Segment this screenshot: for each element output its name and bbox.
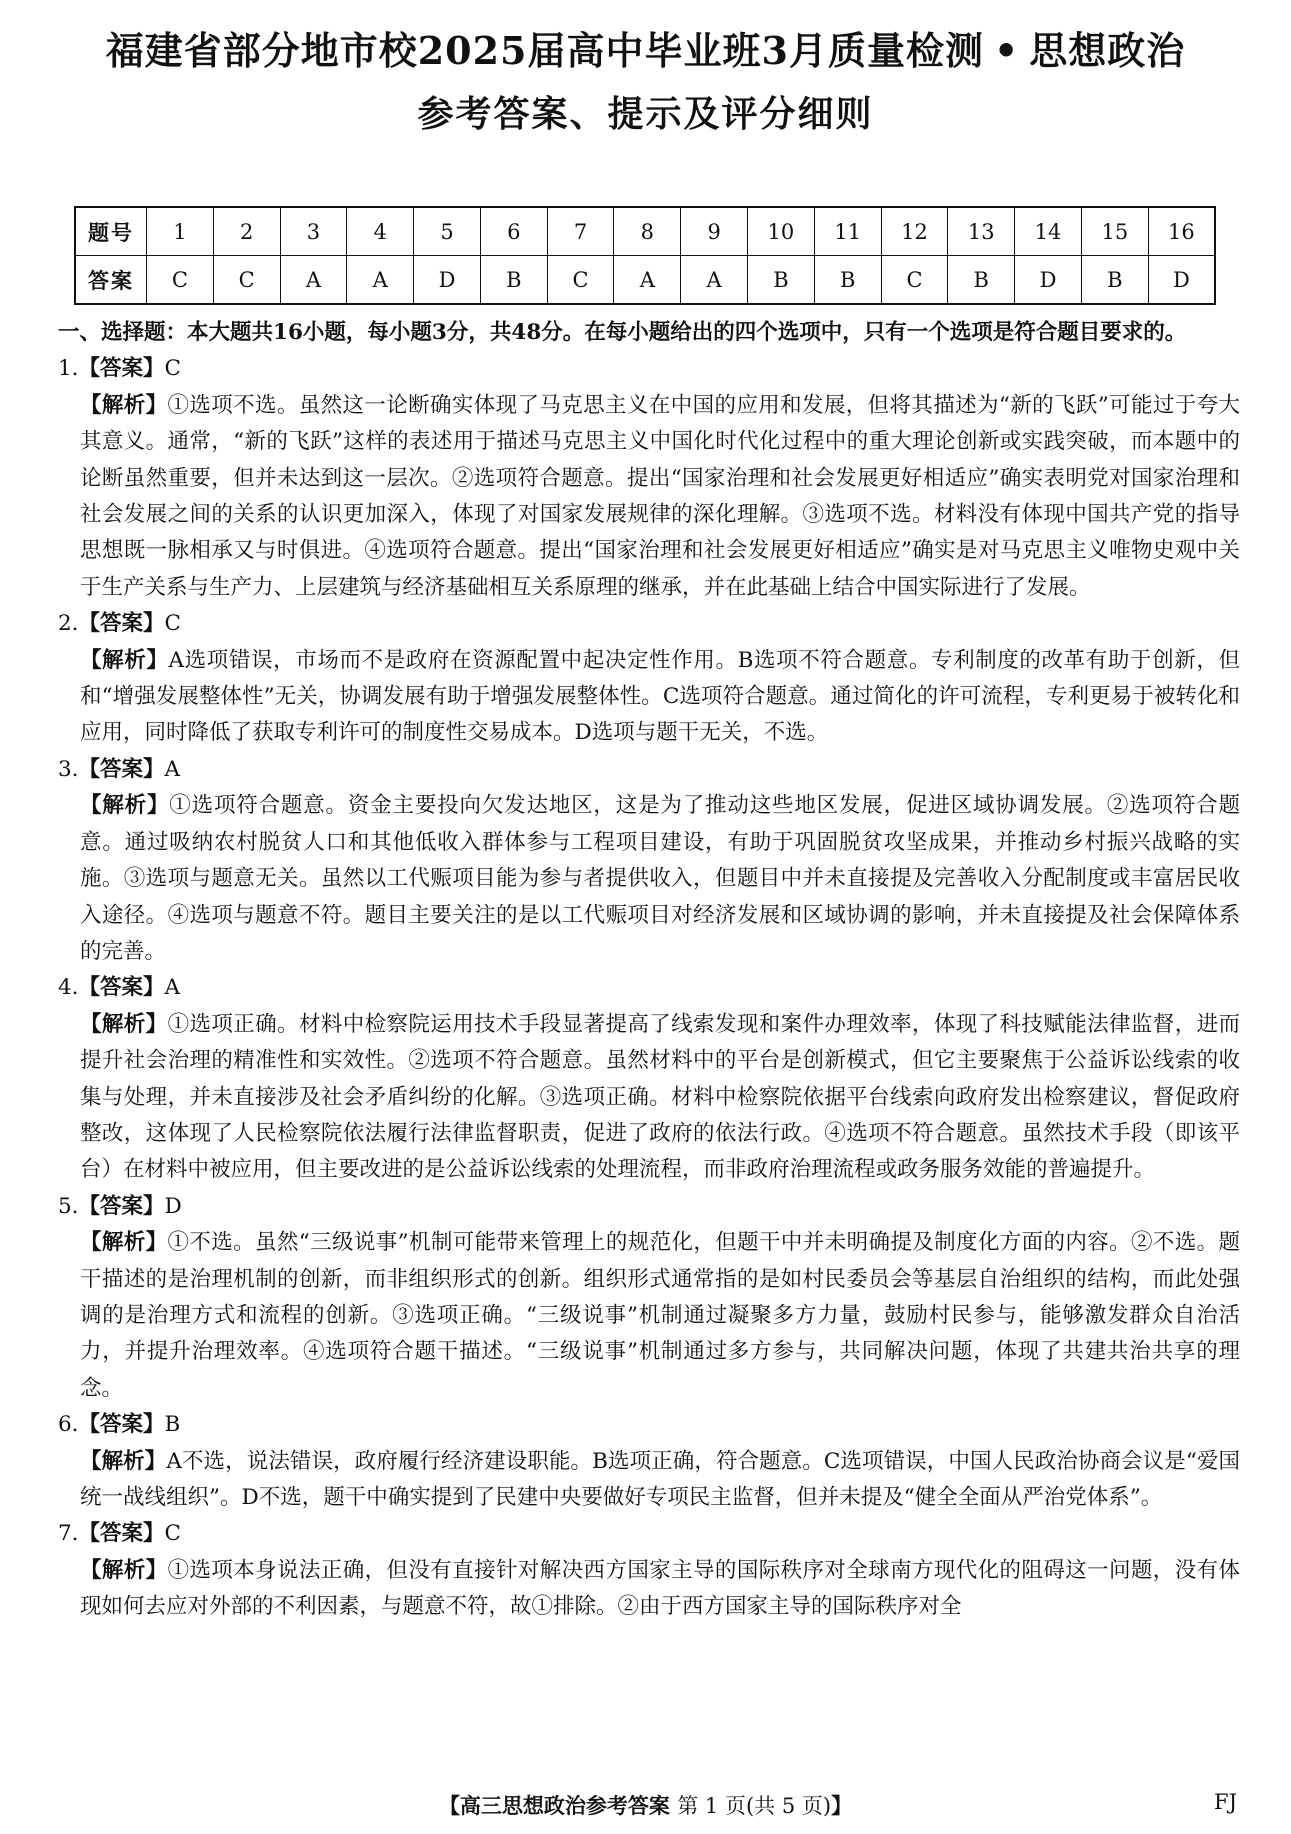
- question-number-cell: 13: [948, 207, 1015, 256]
- explanation-text: ①选项本身说法正确，但没有直接针对解决西方国家主导的国际秩序对全球南方现代化的阻碍这一问题，没有体现如何去应对外部的不利因素，与题意不符，故①排除。②由于西方国家主导的国际秩序对全: [80, 1557, 1240, 1620]
- question-number: 6.: [58, 1412, 79, 1438]
- answer-tag: 【答案】: [78, 1521, 165, 1547]
- question-number-cell: 12: [881, 207, 948, 256]
- answer-tag: 【答案】: [78, 975, 165, 1001]
- answer-cell: D: [1015, 256, 1082, 305]
- question-number-cell: 7: [547, 207, 614, 256]
- answer-value: A: [164, 975, 181, 1001]
- question-number: 3.: [58, 756, 79, 782]
- title-subject: 思想政治: [1029, 28, 1186, 73]
- answer-cell: B: [948, 256, 1015, 305]
- answer-header: 答案: [75, 256, 147, 305]
- explanation-text: A不选，说法错误，政府履行经济建设职能。B选项正确，符合题意。C选项错误，中国人民政治协商会议是“爱国统一战线组织”。D不选，题干中确实提到了民建中央要做好专项民主监督，但并未提及“健全全面从严治党体系”。: [80, 1448, 1240, 1510]
- answer-cell: C: [881, 256, 948, 305]
- answer-value: B: [164, 1412, 181, 1438]
- question-number-cell: 11: [814, 207, 881, 256]
- explanation-text: A选项错误，市场而不是政府在资源配置中起决定性作用。B选项不符合题意。专利制度的改革有助于创新，但和“增强发展整体性”无关，协调发展有助于增强发展整体性。C选项符合题意。通过简化的许可流程，专利更易于被转化和应用，同时降低了获取专利许可的制度性交易成本。D选项与题干无关，不选。: [80, 647, 1240, 746]
- title-main: 福建省部分地市校2025届高中毕业班3月质量检测: [105, 28, 984, 73]
- question-explanation: [58, 1007, 1240, 1189]
- answer-cell: A: [280, 256, 347, 305]
- question-number-header: 题号: [75, 207, 147, 256]
- answer-cell: D: [414, 256, 481, 305]
- explain-tag: 【解析】: [80, 793, 170, 819]
- explain-tag: 【解析】: [80, 1557, 168, 1583]
- region-code: FJ: [1214, 1790, 1237, 1814]
- answer-cell: B: [480, 256, 547, 305]
- question-explanation: [58, 388, 1240, 606]
- answer-value: A: [164, 756, 181, 782]
- question-number: 2.: [58, 611, 79, 637]
- answer-tag: 【答案】: [78, 756, 165, 782]
- question-number-cell: 2: [213, 207, 280, 256]
- question-answer-line: [58, 970, 1240, 1006]
- explain-tag: 【解析】: [80, 1011, 168, 1037]
- answer-cell: B: [748, 256, 815, 305]
- explain-tag: 【解析】: [80, 392, 168, 418]
- question-number-cell: 1: [147, 207, 214, 256]
- explanation-text: ①选项不选。虽然这一论断确实体现了马克思主义在中国的应用和发展，但将其描述为“新的飞跃”可能过于夸大其意义。通常，“新的飞跃”这样的表述用于描述马克思主义中国化时代化过程中的重大理论创新或实践突破，而本题中的论断虽然重要，但并未达到这一层次。②选项符合题意。提出“国家治理和社会发展更好相适应”确实表明党对国家治理和社会发展之间的关系的认识更加深入，体现了对国家发展规律的深化理解。③选项不选。材料没有体现中国共产党的指导思想既一脉相承又与时俱进。④选项符合题意。提出“国家治理和社会发展更好相适应”确实是对马克思主义唯物史观中关于生产关系与生产力、上层建筑与经济基础相互关系原理的继承，并在此基础上结合中国实际进行了发展。: [80, 392, 1240, 600]
- answer-tag: 【答案】: [78, 1193, 165, 1219]
- page-footer: [0, 1790, 1291, 1820]
- title-separator: •: [993, 28, 1020, 73]
- question-number-cell: 6: [480, 207, 547, 256]
- footer-label: 【高三思想政治参考答案: [438, 1793, 670, 1818]
- question-number-cell: 4: [347, 207, 414, 256]
- question-number-cell: 15: [1081, 207, 1148, 256]
- question-explanation: [58, 1553, 1240, 1626]
- answer-row: [75, 256, 1215, 305]
- page-number: 第 1 页(共 5 页): [677, 1794, 832, 1818]
- answer-cell: D: [1148, 256, 1215, 305]
- document-title: [0, 20, 1291, 75]
- answer-value: C: [164, 1521, 181, 1547]
- explanation-text: ①不选。虽然“三级说事”机制可能带来管理上的规范化，但题干中并未明确提及制度化方面的内容。②不选。题干描述的是治理机制的创新，而非组织形式的创新。组织形式通常指的是如村民委员会等基层自治组织的结构，而此处强调的是治理方式和流程的创新。③选项正确。“三级说事”机制通过凝聚多方力量，鼓励村民参与，能够激发群众自治活力，并提升治理效率。④选项符合题干描述。“三级说事”机制通过多方参与，共同解决问题，体现了共建共治共享的理念。: [80, 1230, 1240, 1401]
- answer-tag: 【答案】: [78, 356, 165, 382]
- explanation-text: ①选项正确。材料中检察院运用技术手段显著提高了线索发现和案件办理效率，体现了科技赋能法律监督，进而提升社会治理的精准性和实效性。②选项不符合题意。虽然材料中的平台是创新模式，但它主要聚焦于公益诉讼线索的收集与处理，并未直接涉及社会矛盾纠纷的化解。③选项正确。材料中检察院依据平台线索向政府发出检察建议，督促政府整改，这体现了人民检察院依法履行法律监督职责，促进了政府的依法行政。④选项不符合题意。虽然技术手段（即该平台）在材料中被应用，但主要改进的是公益诉讼线索的处理流程，而非政府治理流程或政务服务效能的普遍提升。: [80, 1011, 1240, 1183]
- question-number-cell: 3: [280, 207, 347, 256]
- question-explanation: [58, 1225, 1240, 1407]
- answer-cell: A: [614, 256, 681, 305]
- question-number-cell: 9: [681, 207, 748, 256]
- answer-cell: A: [347, 256, 414, 305]
- explain-tag: 【解析】: [80, 1230, 168, 1256]
- question-number-cell: 16: [1148, 207, 1215, 256]
- answer-value: D: [164, 1193, 182, 1219]
- answer-tag: 【答案】: [78, 1412, 165, 1438]
- question-number: 7.: [58, 1521, 79, 1547]
- answer-cell: C: [147, 256, 214, 305]
- section-heading: 一、选择题：本大题共16小题，每小题3分，共48分。在每小题给出的四个选项中，只有一个选项是符合题目要求的。: [58, 320, 1187, 345]
- question-explanation: [58, 1444, 1240, 1517]
- explain-tag: 【解析】: [80, 1448, 167, 1474]
- question-answer-line: [58, 606, 1240, 642]
- question-answer-line: [58, 1407, 1240, 1443]
- answer-cell: C: [213, 256, 280, 305]
- answer-tag: 【答案】: [78, 611, 165, 637]
- document-subtitle: 参考答案、提示及评分细则: [417, 93, 874, 135]
- footer-bracket: 】: [831, 1793, 853, 1818]
- answer-cell: B: [814, 256, 881, 305]
- question-answer-line: [58, 351, 1240, 387]
- answer-value: C: [164, 356, 181, 382]
- question-number-cell: 5: [414, 207, 481, 256]
- explain-tag: 【解析】: [80, 647, 169, 673]
- question-explanation: [58, 643, 1240, 752]
- question-number: 5.: [58, 1193, 79, 1219]
- question-number: 4.: [58, 975, 79, 1001]
- question-explanation: [58, 788, 1240, 970]
- question-answer-line: [58, 752, 1240, 788]
- question-number: 1.: [58, 356, 79, 382]
- question-answer-line: [58, 1189, 1240, 1225]
- answer-key-table: [74, 206, 1216, 305]
- answer-value: C: [164, 611, 181, 637]
- question-number-cell: 10: [748, 207, 815, 256]
- answer-cell: C: [547, 256, 614, 305]
- question-number-row: [75, 207, 1215, 256]
- answer-cell: B: [1081, 256, 1148, 305]
- answer-cell: A: [681, 256, 748, 305]
- question-answer-line: [58, 1516, 1240, 1552]
- explanation-text: ①选项符合题意。资金主要投向欠发达地区，这是为了推动这些地区发展，促进区域协调发展。②选项符合题意。通过吸纳农村脱贫人口和其他低收入群体参与工程项目建设，有助于巩固脱贫攻坚成果，并推动乡村振兴战略的实施。③选项与题意无关。虽然以工代赈项目能为参与者提供收入，但题目中并未直接提及完善收入分配制度或丰富居民收入途径。④选项与题意不符。题目主要关注的是以工代赈项目对经济发展和区域协调的影响，并未直接提及社会保障体系的完善。: [80, 793, 1240, 964]
- question-number-cell: 8: [614, 207, 681, 256]
- question-number-cell: 14: [1015, 207, 1082, 256]
- answer-explanations: [58, 315, 1240, 1626]
